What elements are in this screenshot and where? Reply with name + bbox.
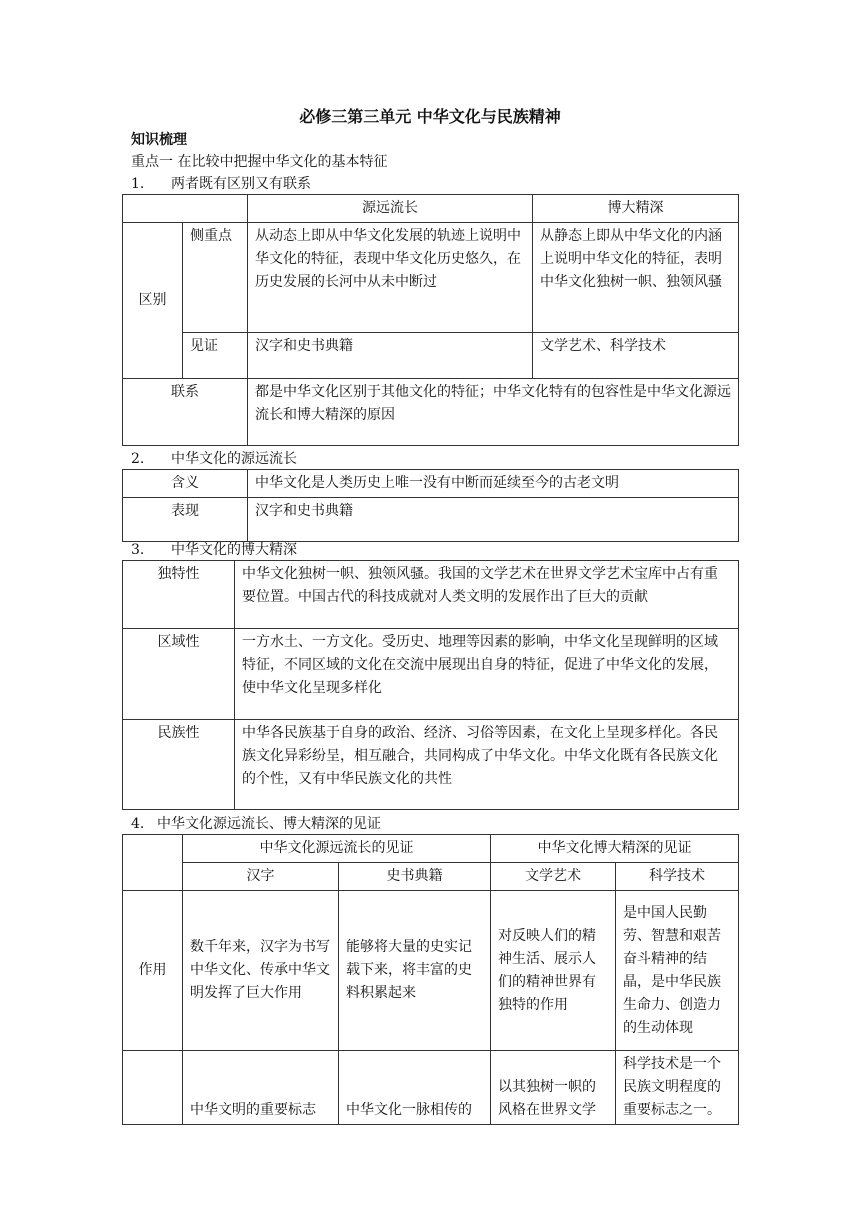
role-chinese-characters: 数千年来，汉字为书写中华文化、传承中华文明发挥了巨大作用 <box>183 891 339 1051</box>
section-4-title: 中华文化源远流长、博大精深的见证 <box>157 816 381 832</box>
emphasis-depth: 从静态上即从中华文化的内涵上说明中华文化的特征，表明中华文化独树一帜、独领风骚 <box>533 223 739 333</box>
ethnic-text: 中华各民族基于自身的政治、经济、习俗等因素，在文化上呈现多样化。各民族文化异彩纷呈，相互融合，共同构成了中华文化。中华文化既有各民族文化的个性，又有中华民族文化的共性 <box>235 720 739 810</box>
role-science-technology: 是中国人民勤劳、智慧和艰苦奋斗精神的结晶，是中华民族生命力、创造力的生动体现 <box>616 891 739 1051</box>
table-row <box>123 223 739 333</box>
table-row <box>123 498 739 542</box>
uniqueness-text: 中华文化独树一帜、独领风骚。我国的文学艺术在世界文学艺术宝库中占有重要位置。中国古代的科技成就对人类文明的发展作出了巨大的贡献 <box>235 561 739 629</box>
status-literature-art: 以其独树一帜的风格在世界文学 <box>491 1051 616 1125</box>
diff-label: 区别 <box>123 223 183 379</box>
sub-header-historical-records: 史书典籍 <box>339 863 491 891</box>
link-text: 都是中华文化区别于其他文化的特征；中华文化特有的包容性是中华文化源远流长和博大精深的原因 <box>248 379 739 446</box>
sub-header-literature-art: 文学艺术 <box>491 863 616 891</box>
depth-table <box>122 560 739 810</box>
section-3-number: 3. <box>131 542 145 558</box>
witness-origin: 汉字和史书典籍 <box>248 333 533 379</box>
role-historical-records: 能够将大量的史实记载下来，将丰富的史料积累起来 <box>339 891 491 1051</box>
sub-header-science-technology: 科学技术 <box>616 863 739 891</box>
role-literature-art: 对反映人们的精神生活、展示人们的精神世界有独特的作用 <box>491 891 616 1051</box>
status-science-technology: 科学技术是一个民族文明程度的重要标志之一。 <box>616 1051 739 1125</box>
table-row <box>123 835 739 863</box>
sub-header-chinese-characters: 汉字 <box>183 863 339 891</box>
section-4-number: 4. <box>131 816 145 832</box>
section-2-heading <box>131 449 297 469</box>
section-2-title: 中华文化的源远流长 <box>171 451 297 467</box>
table-row <box>123 379 739 446</box>
table-row <box>123 720 739 810</box>
section-heading: 知识梳理 <box>131 132 187 148</box>
section-1-number: 1. <box>131 176 145 192</box>
status-historical-records: 中华文化一脉相传的 <box>339 1051 491 1125</box>
table-row <box>123 195 739 223</box>
col-header-origin: 源远流长 <box>248 195 533 223</box>
ethnic-label: 民族性 <box>123 720 235 810</box>
origin-table <box>122 469 739 542</box>
page-title: 必修三第三单元 中华文化与民族精神 <box>299 107 561 126</box>
table-row <box>123 891 739 1051</box>
regional-label: 区域性 <box>123 629 235 720</box>
section-1-title: 两者既有区别又有联系 <box>171 176 311 192</box>
regional-text: 一方水土、一方文化。受历史、地理等因素的影响，中华文化呈现鲜明的区域特征，不同区域的文化在交流中展现出自身的特征，促进了中华文化的发展，使中华文化呈现多样化 <box>235 629 739 720</box>
col-header-depth: 博大精深 <box>533 195 739 223</box>
group-header-depth: 中华文化博大精深的见证 <box>491 835 739 863</box>
table-row <box>123 561 739 629</box>
witness-label: 见证 <box>183 333 248 379</box>
section-3-title: 中华文化的博大精深 <box>171 542 297 558</box>
show-label: 表现 <box>123 498 248 542</box>
show-text: 汉字和史书典籍 <box>248 498 739 542</box>
table-row <box>123 333 739 379</box>
table-row <box>123 1051 739 1125</box>
table-row <box>123 863 739 891</box>
meaning-text: 中华文化是人类历史上唯一没有中断而延续至今的古老文明 <box>248 470 739 498</box>
table-row <box>123 470 739 498</box>
role-label: 作用 <box>123 891 183 1051</box>
emphasis-label: 侧重点 <box>183 223 248 333</box>
witness-table <box>122 834 739 1125</box>
comparison-table <box>122 194 739 446</box>
uniqueness-label: 独特性 <box>123 561 235 629</box>
emphasis-origin: 从动态上即从中华文化发展的轨迹上说明中华文化的特征，表现中华文化历史悠久，在历史发展的长河中从未中断过 <box>248 223 533 333</box>
section-1-heading <box>131 174 311 194</box>
section-4-heading <box>131 814 381 834</box>
section-3-heading <box>131 540 297 560</box>
focus-heading: 重点一 在比较中把握中华文化的基本特征 <box>131 154 388 170</box>
meaning-label: 含义 <box>123 470 248 498</box>
link-label: 联系 <box>123 379 248 446</box>
group-header-origin: 中华文化源远流长的见证 <box>183 835 491 863</box>
table-row <box>123 629 739 720</box>
witness-depth: 文学艺术、科学技术 <box>533 333 739 379</box>
status-chinese-characters: 中华文明的重要标志 <box>183 1051 339 1125</box>
section-2-number: 2. <box>131 451 145 467</box>
